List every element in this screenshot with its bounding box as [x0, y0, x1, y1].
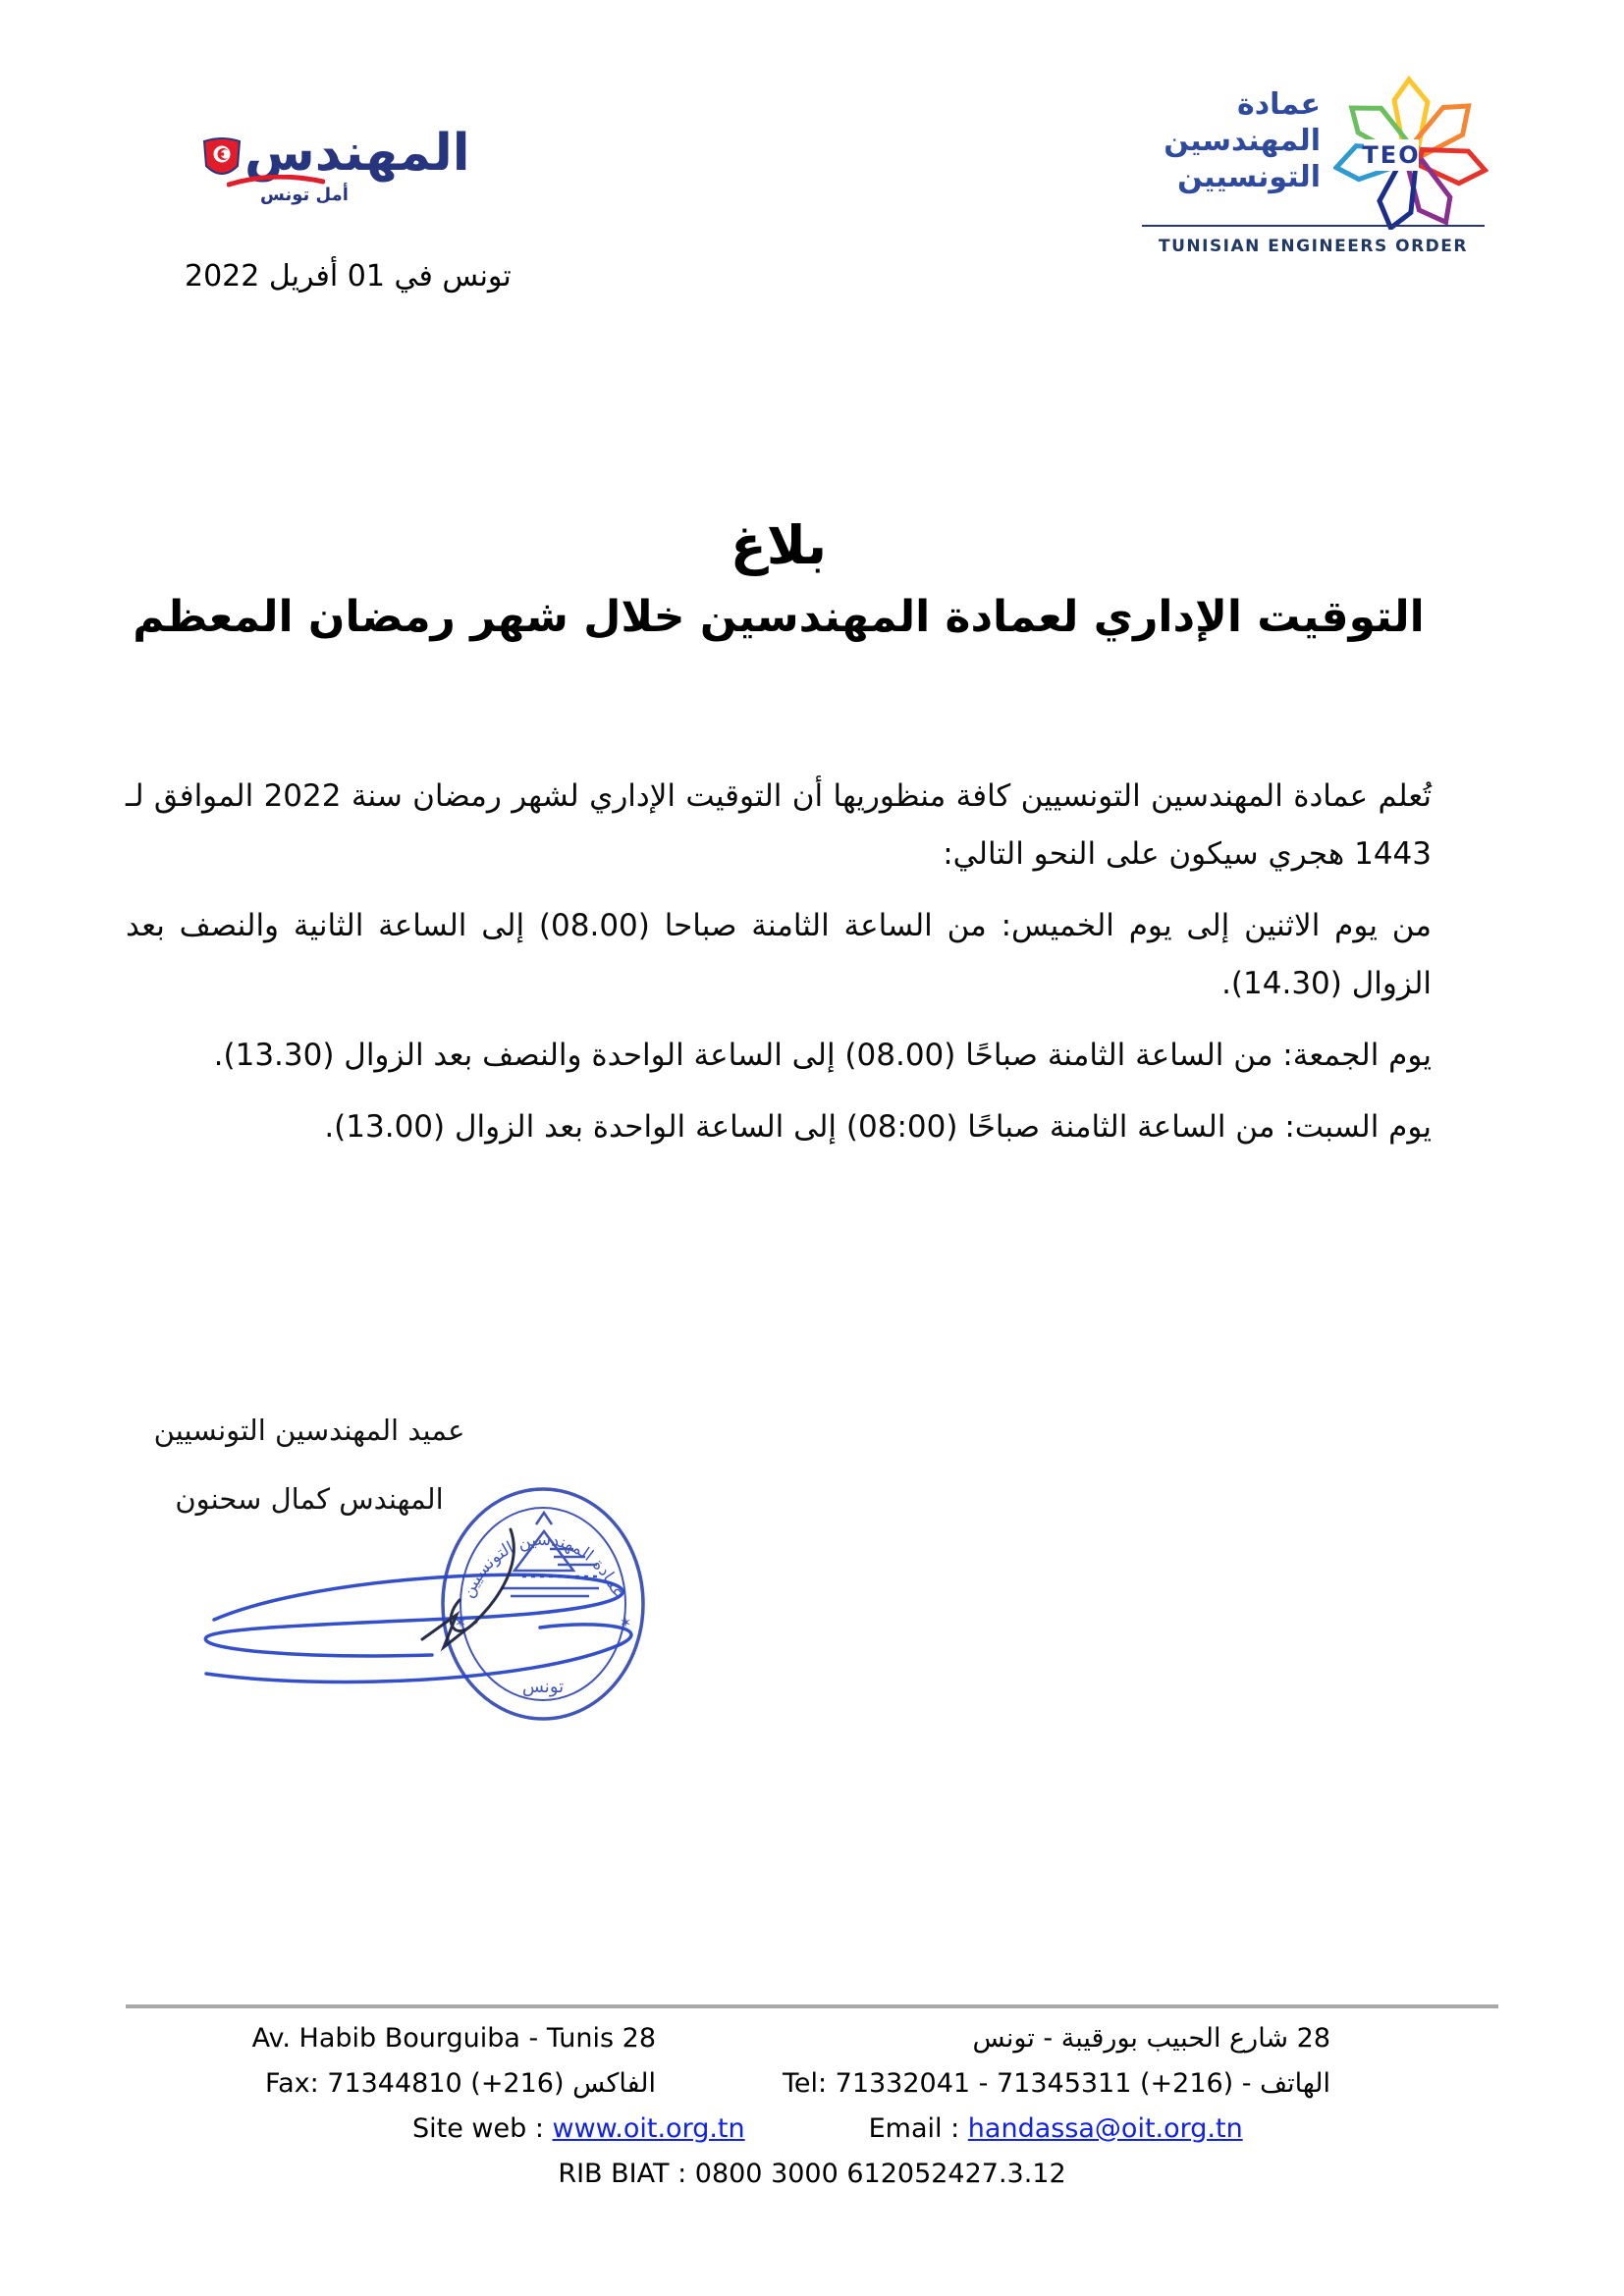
footer-tel: الهاتف - Tel: 71332041 - 71345311 (+216): [782, 2068, 1330, 2099]
org-header-divider: [1142, 225, 1485, 227]
letter-heading: بلاغ: [730, 514, 828, 576]
svg-text:عمادة المهندسين التونسيين: [458, 1530, 627, 1601]
website-label: Site web :: [412, 2113, 553, 2144]
footer-divider: [126, 2004, 1498, 2008]
org-name-ar-line1: عمادة: [1237, 87, 1321, 122]
org-name-arabic: [1129, 86, 1321, 195]
letter-heading-block: [126, 514, 1432, 642]
brand-title: المهندس: [244, 124, 470, 183]
org-name-ar-line2: المهندسين: [1164, 124, 1321, 158]
footer-address-en: 28 Av. Habib Bourguiba - Tunis: [251, 2023, 656, 2054]
body-paragraph-friday: يوم الجمعة: من الساعة الثامنة صباحًا (08.00) إلى الساعة الواحدة والنصف بعد الزوال (13.30).: [213, 1038, 1432, 1073]
stamp-star-right-icon: ✶: [619, 1614, 632, 1631]
signatory-name: المهندس كمال سحنون: [175, 1482, 444, 1516]
footer-address-ar: 28 شارع الحبيب بورقيبة - تونس: [972, 2023, 1330, 2054]
teo-gear-star-icon: [1333, 71, 1489, 230]
body-paragraph-monday-thursday: من يوم الاثنين إلى يوم الخميس: من الساعة الثامنة صباحا (08.00) إلى الساعة الثانية والنصف بعد الزوال (14.30).: [126, 908, 1432, 1001]
footer: [126, 2016, 1498, 2197]
stamp-star-left-icon: ✶: [454, 1614, 467, 1631]
official-stamp: [177, 1472, 687, 1767]
org-name-english: TUNISIAN ENGINEERS ORDER: [1158, 237, 1468, 256]
website-link[interactable]: www.oit.org.tn: [552, 2113, 745, 2144]
teo-acronym: TEO: [1362, 141, 1421, 169]
body-paragraph-saturday: يوم السبت: من الساعة الثامنة صباحًا (08:00) إلى الساعة الواحدة بعد الزوال (13.00).: [324, 1109, 1432, 1145]
org-name-ar-line3: التونسيين: [1177, 160, 1321, 194]
footer-website: [412, 2107, 745, 2152]
signatory-title: عميد المهندسين التونسيين: [153, 1414, 465, 1447]
footer-rib: RIB BIAT : 0800 3000 612052427.3.12: [558, 2159, 1066, 2189]
brand-tagline: أمل تونس: [260, 185, 349, 205]
letter-subject: التوقيت الإداري لعمادة المهندسين خلال شهر رمضان المعظم: [133, 592, 1425, 642]
footer-fax: الفاكس Fax: 71344810 (+216): [265, 2068, 656, 2099]
letter-date: تونس في 01 أفريل 2022: [185, 259, 512, 294]
stamp-ring-text: عمادة المهندسين التونسيين: [458, 1529, 628, 1601]
body-paragraph-intro: تُعلم عمادة المهندسين التونسيين كافة منظوريها أن التوقيت الإداري لشهر رمضان سنة 2022 الموافق لـ 1443 هجري سيكون على النحو التالي:: [126, 778, 1432, 872]
email-link[interactable]: handassa@oit.org.tn: [967, 2113, 1243, 2144]
email-label: Email :: [868, 2113, 968, 2144]
footer-email: [869, 2107, 1243, 2152]
letter-body: [126, 768, 1432, 1170]
stamp-city-text: تونس: [521, 1677, 565, 1697]
